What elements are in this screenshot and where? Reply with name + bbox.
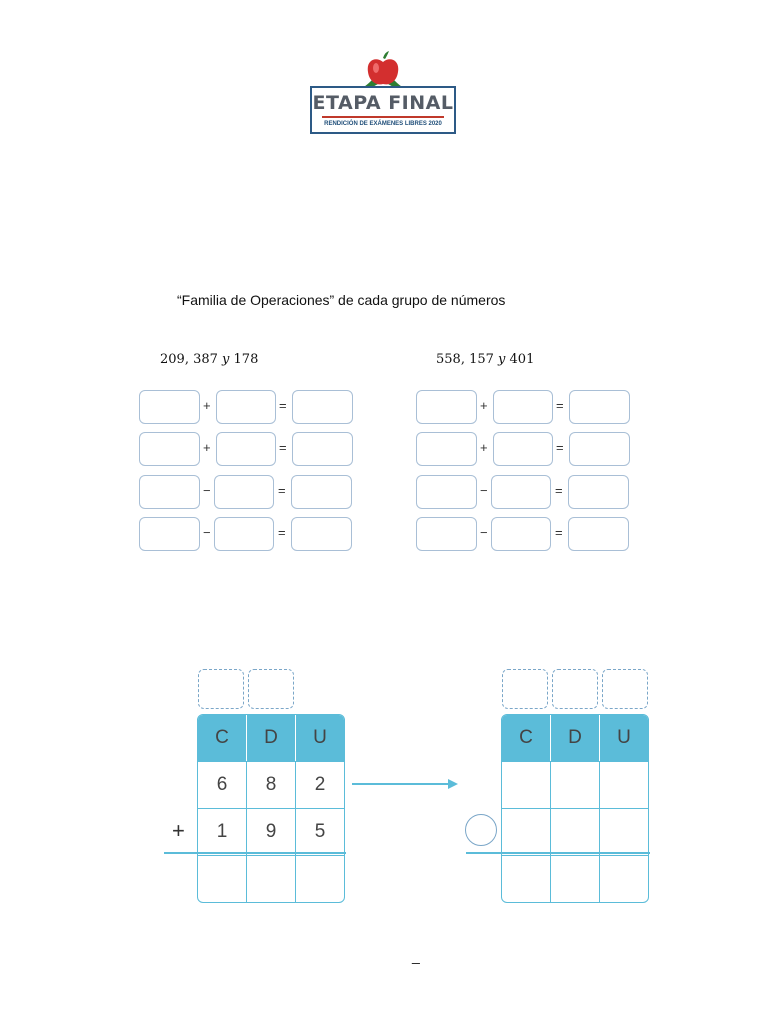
table-row <box>198 761 344 808</box>
answer-box[interactable] <box>568 517 629 551</box>
group-1-conj: y <box>222 352 230 367</box>
table-row <box>502 761 648 808</box>
carry-box[interactable] <box>602 669 648 709</box>
digit-cell: 1 <box>216 821 228 842</box>
digit-cell: 2 <box>295 762 344 808</box>
answer-box[interactable] <box>291 475 352 509</box>
digit-cell: 8 <box>246 762 295 808</box>
minus-sign: − <box>203 483 211 498</box>
group-2-conj: y <box>498 352 506 367</box>
answer-box[interactable] <box>214 517 274 551</box>
digit-cell[interactable] <box>599 762 648 808</box>
digit-cell: 9 <box>246 809 295 855</box>
digit-cell[interactable] <box>599 809 648 855</box>
answer-box[interactable] <box>491 517 551 551</box>
answer-box[interactable] <box>569 432 630 466</box>
equation-grid-1 <box>139 390 354 552</box>
result-row <box>198 855 344 902</box>
header-unidades: U <box>599 715 648 761</box>
answer-box[interactable] <box>292 432 353 466</box>
group-2-last: 401 <box>509 352 535 367</box>
equals-sign: = <box>555 483 563 498</box>
group-1-last: 178 <box>233 352 259 367</box>
result-row <box>502 855 648 902</box>
carry-box[interactable] <box>248 669 294 709</box>
answer-box[interactable] <box>214 475 274 509</box>
equals-sign: = <box>279 398 287 413</box>
group-1-numbers: 209, 387 <box>160 352 218 367</box>
header-centenas: C <box>519 727 533 748</box>
header-decenas: D <box>246 715 295 761</box>
plus-sign: + <box>480 398 488 413</box>
equals-sign: = <box>278 525 286 540</box>
digit-cell[interactable] <box>502 762 550 808</box>
result-cell[interactable] <box>295 856 344 902</box>
header-unidades: U <box>295 715 344 761</box>
table-header-row <box>198 715 344 761</box>
result-cell[interactable] <box>550 856 599 902</box>
logo-title: ETAPA FINAL <box>312 92 454 114</box>
answer-box[interactable] <box>139 475 200 509</box>
answer-box[interactable] <box>291 517 352 551</box>
page-title: “Familia de Operaciones” de cada grupo de números <box>177 292 506 308</box>
result-cell[interactable] <box>599 856 648 902</box>
sum-line <box>164 852 346 854</box>
answer-box[interactable] <box>491 475 551 509</box>
answer-box[interactable] <box>568 475 629 509</box>
logo-subtitle: RENDICIÓN DE EXÁMENES LIBRES 2020 <box>324 121 442 127</box>
sum-line <box>466 852 650 854</box>
answer-box[interactable] <box>493 432 553 466</box>
answer-box[interactable] <box>216 432 276 466</box>
answer-box[interactable] <box>139 432 200 466</box>
answer-box[interactable] <box>493 390 553 424</box>
table-row <box>198 808 344 855</box>
plus-sign-large: + <box>172 818 185 843</box>
digit-cell[interactable] <box>502 809 550 855</box>
digit-cell: 5 <box>295 809 344 855</box>
logo-underline <box>322 116 444 118</box>
answer-box[interactable] <box>416 432 477 466</box>
apple-icon <box>358 50 408 90</box>
minus-sign: − <box>203 525 211 540</box>
plus-sign: + <box>480 440 488 455</box>
equals-sign: = <box>556 440 564 455</box>
equals-sign: = <box>278 483 286 498</box>
result-cell[interactable] <box>502 856 550 902</box>
arrow-right-icon <box>352 776 460 792</box>
result-cell[interactable] <box>246 856 295 902</box>
logo <box>310 50 456 136</box>
table-header-row <box>502 715 648 761</box>
group-1-label <box>160 352 258 367</box>
digit-cell[interactable] <box>550 762 599 808</box>
header-centenas: C <box>215 727 229 748</box>
answer-box[interactable] <box>416 475 477 509</box>
group-2-label <box>436 352 534 367</box>
answer-box[interactable] <box>139 390 200 424</box>
table-row <box>502 808 648 855</box>
operator-circle[interactable] <box>465 814 497 846</box>
answer-box[interactable] <box>416 517 477 551</box>
footer-mark: _ <box>412 948 420 964</box>
answer-box[interactable] <box>416 390 477 424</box>
minus-sign: − <box>480 525 488 540</box>
logo-box <box>310 86 456 134</box>
group-2-numbers: 558, 157 <box>436 352 494 367</box>
digit-cell: 6 <box>216 774 228 795</box>
answer-box[interactable] <box>292 390 353 424</box>
carry-box[interactable] <box>552 669 598 709</box>
answer-box[interactable] <box>216 390 276 424</box>
digit-cell[interactable] <box>550 809 599 855</box>
result-cell[interactable] <box>198 856 246 902</box>
plus-sign: + <box>203 440 211 455</box>
carry-box[interactable] <box>502 669 548 709</box>
answer-box[interactable] <box>569 390 630 424</box>
answer-box[interactable] <box>139 517 200 551</box>
minus-sign: − <box>480 483 488 498</box>
equation-grid-2 <box>416 390 631 552</box>
header-decenas: D <box>550 715 599 761</box>
equals-sign: = <box>555 525 563 540</box>
carry-box[interactable] <box>198 669 244 709</box>
addition-table-right <box>501 714 649 903</box>
plus-sign: + <box>203 398 211 413</box>
equals-sign: = <box>556 398 564 413</box>
addition-table-left <box>197 714 345 903</box>
equals-sign: = <box>279 440 287 455</box>
